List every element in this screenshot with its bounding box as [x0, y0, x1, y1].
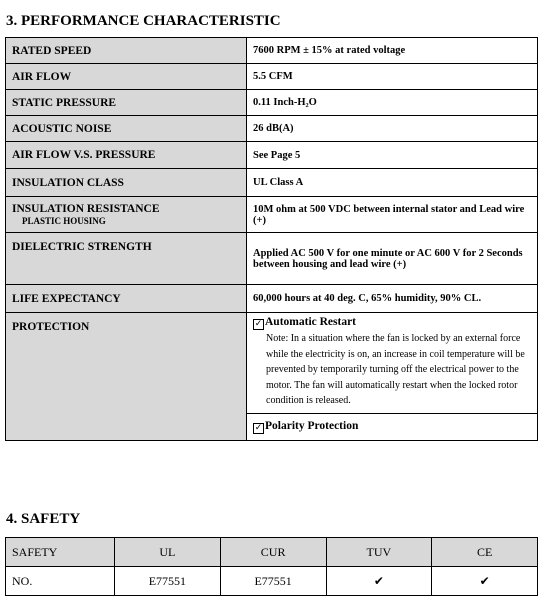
safety-header-cell: CE — [432, 538, 538, 567]
spec-value: 10M ohm at 500 VDC between internal stator and Lead wire (+) — [247, 197, 538, 233]
table-row — [6, 233, 538, 285]
checkbox-checked-icon: ✓ — [254, 319, 263, 329]
spec-value: Applied AC 500 V for one minute or AC 600 V for 2 Seconds between housing and lead wire (+) — [247, 233, 538, 285]
spec-value: 7600 RPM ± 15% at rated voltage — [247, 38, 538, 64]
spec-value: 0.11 Inch-H₂O — [247, 90, 538, 116]
performance-section-title: 3. PERFORMANCE CHARACTERISTIC — [6, 13, 281, 29]
table-row-protection — [6, 313, 538, 441]
spec-label: STATIC PRESSURE — [6, 90, 247, 116]
table-row — [6, 90, 538, 116]
safety-cell: E77551 — [220, 567, 326, 596]
automatic-restart-note: Note: In a situation where the fan is locked by an external force while the electricity is on, an increase in coil temperature will be prevented by temporarily turning off the electrical power to the motor. The fan will automatically restart when the locked rotor condition is released. — [266, 333, 525, 406]
check-mark-icon: ✔ — [432, 567, 538, 596]
spec-value: 26 dB(A) — [247, 116, 538, 142]
table-row — [6, 169, 538, 197]
safety-header-cell: CUR — [220, 538, 326, 567]
spec-sublabel: PLASTIC HOUSING — [22, 216, 106, 226]
safety-section-title: 4. SAFETY — [6, 511, 81, 527]
safety-header-row — [6, 538, 538, 567]
automatic-restart-label: Automatic Restart — [265, 316, 357, 328]
spec-label: DIELECTRIC STRENGTH — [6, 233, 247, 285]
spec-label: PROTECTION — [6, 313, 247, 441]
safety-cell: E77551 — [115, 567, 221, 596]
spec-label: AIR FLOW — [6, 64, 247, 90]
polarity-protection-block — [247, 414, 537, 440]
safety-header-cell: SAFETY — [6, 538, 115, 567]
table-row — [6, 142, 538, 169]
spec-label: RATED SPEED — [6, 38, 247, 64]
spec-value: 5.5 CFM — [247, 64, 538, 90]
checkbox-checked-icon: ✓ — [254, 422, 263, 433]
protection-cell — [247, 313, 538, 441]
table-row — [6, 116, 538, 142]
safety-cell: NO. — [6, 567, 115, 596]
spec-value: 60,000 hours at 40 deg. C, 65% humidity, 90% CL. — [247, 285, 538, 313]
spec-label: AIR FLOW V.S. PRESSURE — [6, 142, 247, 169]
safety-header-cell: TUV — [326, 538, 432, 567]
table-row — [6, 567, 538, 596]
spec-label — [6, 197, 247, 233]
polarity-protection-label: Polarity Protection — [265, 419, 359, 432]
safety-header-cell: UL — [115, 538, 221, 567]
spec-value: UL Class A — [247, 169, 538, 197]
spec-value: See Page 5 — [247, 142, 538, 169]
performance-table — [5, 37, 538, 441]
spec-label: ACOUSTIC NOISE — [6, 116, 247, 142]
spec-label: LIFE EXPECTANCY — [6, 285, 247, 313]
spec-label-text: INSULATION RESISTANCE — [12, 203, 160, 215]
table-row — [6, 38, 538, 64]
table-row — [6, 64, 538, 90]
check-mark-icon: ✔ — [326, 567, 432, 596]
spec-label: INSULATION CLASS — [6, 169, 247, 197]
table-row — [6, 285, 538, 313]
safety-table — [5, 537, 538, 596]
table-row — [6, 197, 538, 233]
automatic-restart-block — [247, 313, 537, 414]
